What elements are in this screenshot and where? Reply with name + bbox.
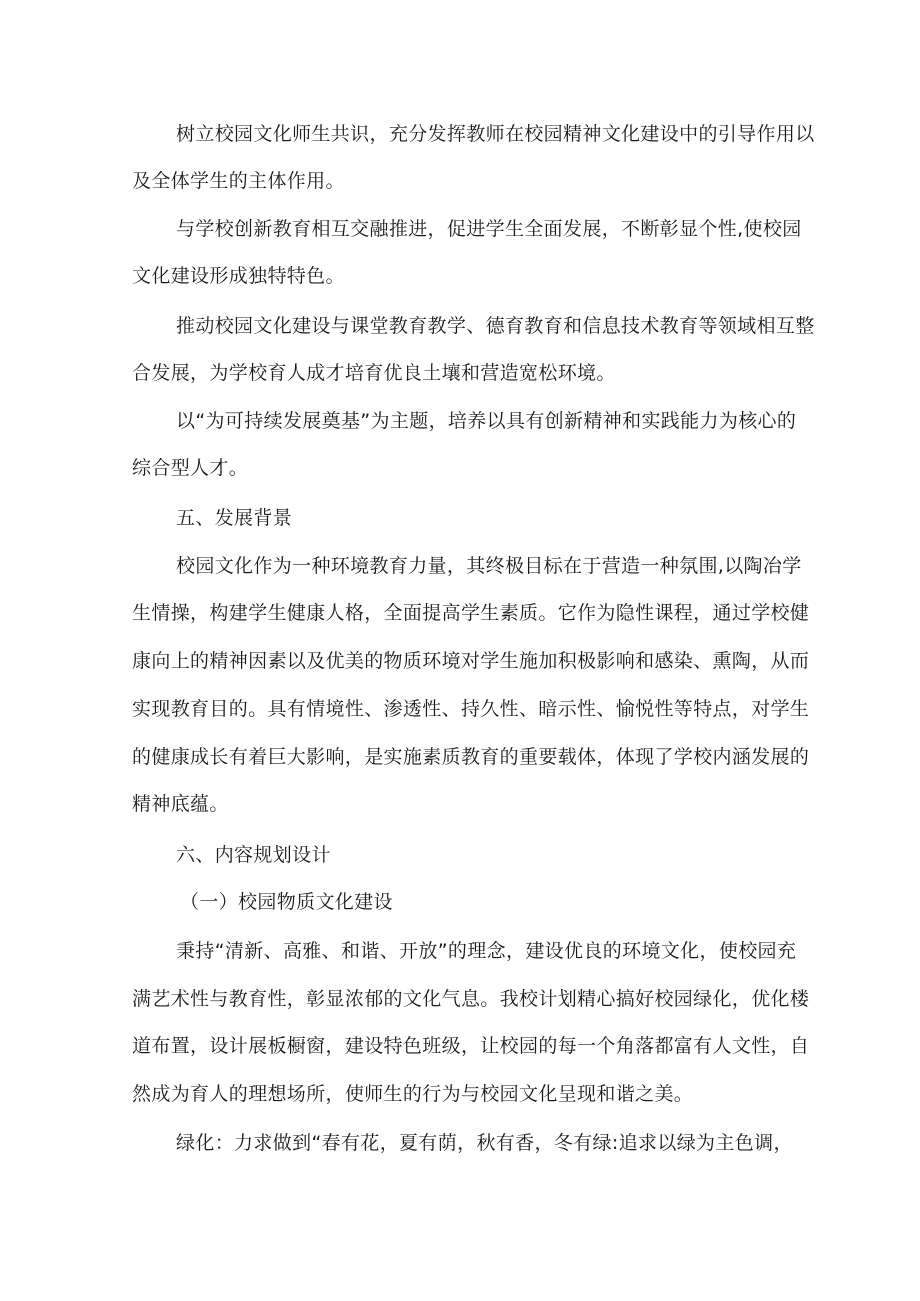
paragraph-greening-line-1: 绿化：力求做到“春有花，夏有荫，秋有香，冬有绿:追求以绿为主色调，	[176, 1132, 793, 1154]
paragraph-background-line-2: 生情操，构建学生健康人格，全面提高学生素质。它作为隐性课程，通过学校健	[132, 602, 810, 624]
paragraph-background-line-5: 的健康成长有着巨大影响，是实施素质教育的重要载体，体现了学校内涵发展的	[132, 746, 810, 768]
paragraph-innovation-line-1: 与学校创新教育相互交融推进，促进学生全面发展，不断彰显个性,使校园	[176, 218, 802, 240]
paragraph-integration-line-2: 合发展，为学校育人成才培育优良土壤和营造宽松环境。	[132, 362, 616, 384]
paragraph-background-line-6: 精神底蕴。	[132, 793, 229, 815]
subsection-heading-one: （一）校园物质文化建设	[180, 891, 393, 913]
section-heading-six: 六、内容规划设计	[176, 844, 331, 866]
paragraph-theme-line-1: 以“为可持续发展奠基”为主题，培养以具有创新精神和实践能力为核心的	[176, 410, 797, 432]
paragraph-innovation-line-2: 文化建设形成独特特色。	[132, 265, 345, 287]
section-heading-five: 五、发展背景	[176, 507, 293, 529]
paragraph-consensus-line-1: 树立校园文化师生共识，充分发挥教师在校园精神文化建设中的引导作用以	[176, 123, 815, 145]
paragraph-background-line-1: 校园文化作为一种环境教育力量，其终极目标在于营造一种氛围,以陶冶学	[176, 555, 802, 577]
paragraph-material-culture-line-2: 满艺术性与教育性，彰显浓郁的文化气息。我校计划精心搞好校园绿化，优化楼	[132, 988, 810, 1010]
paragraph-integration-line-1: 推动校园文化建设与课堂教育教学、德育教育和信息技术教育等领域相互整	[176, 315, 815, 337]
paragraph-theme-line-2: 综合型人才。	[132, 457, 249, 479]
paragraph-material-culture-line-4: 然成为育人的理想场所，使师生的行为与校园文化呈现和谐之美。	[132, 1083, 694, 1105]
paragraph-background-line-4: 实现教育目的。具有情境性、渗透性、持久性、暗示性、愉悦性等特点，对学生	[132, 698, 810, 720]
paragraph-material-culture-line-3: 道布置，设计展板橱窗，建设特色班级，让校园的每一个角落都富有人文性，自	[132, 1035, 810, 1057]
paragraph-material-culture-line-1: 秉持“清新、高雅、和谐、开放”的理念，建设优良的环境文化，使校园充	[176, 940, 797, 962]
paragraph-consensus-line-2: 及全体学生的主体作用。	[132, 170, 345, 192]
paragraph-background-line-3: 康向上的精神因素以及优美的物质环境对学生施加积极影响和感染、熏陶，从而	[132, 650, 810, 672]
